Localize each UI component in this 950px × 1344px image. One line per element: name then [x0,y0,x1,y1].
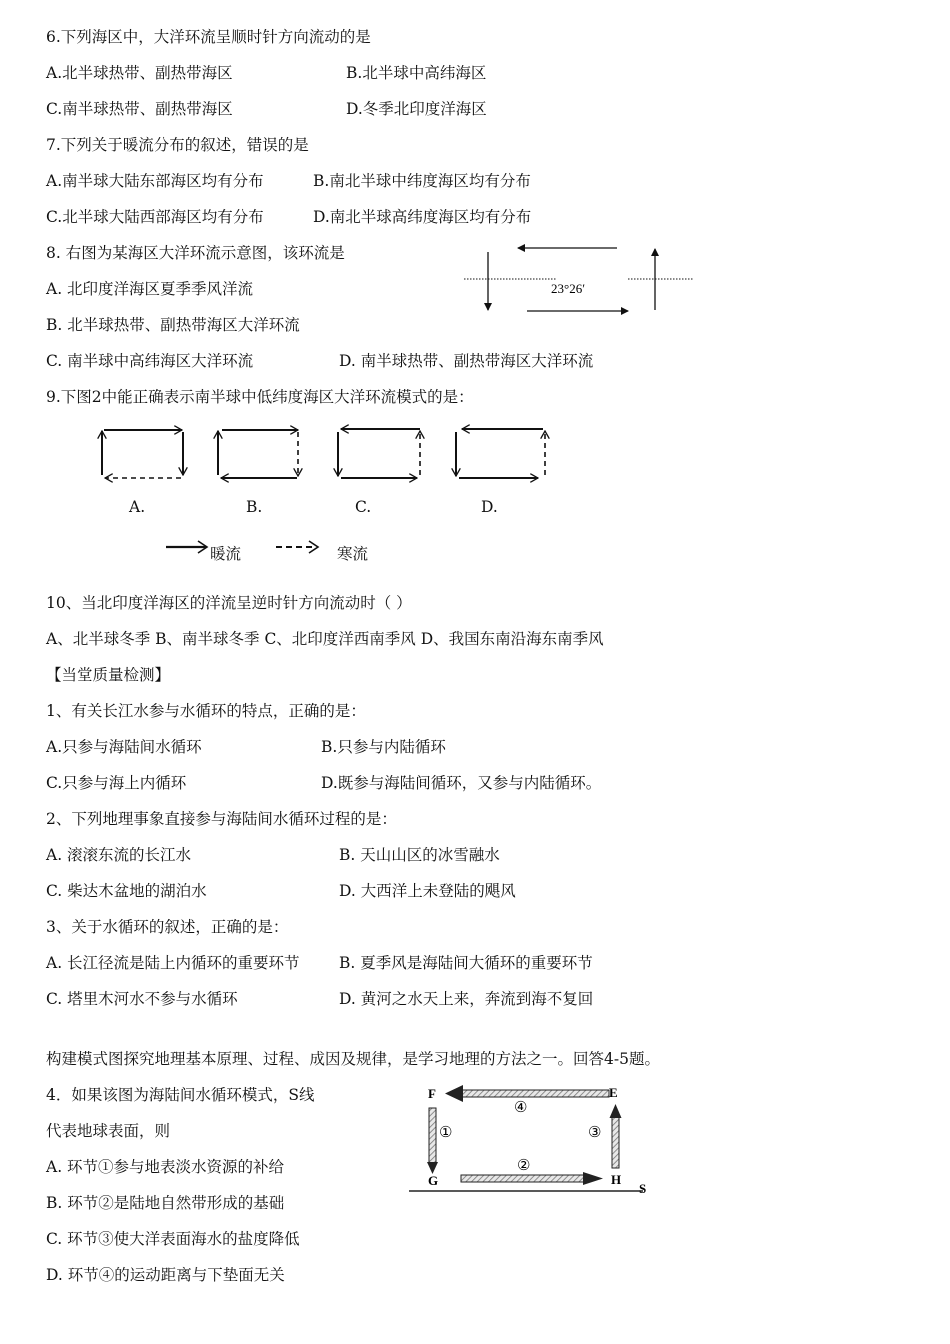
q7-option-d: D.南北半球高纬度海区均有分布 [313,208,532,226]
q9-gyre-options [90,420,560,495]
c3-stem: 3、关于水循环的叙述，正确的是： [46,918,289,936]
q9-label-d: D. [481,498,498,516]
q9-stem: 9.下图2中能正确表示南半球中低纬度海区大洋环流模式的是： [46,388,474,406]
q10-stem: 10、当北印度洋海区的洋流呈逆时针方向流动时（ ） [46,594,412,612]
c4-stem-line2: 代表地球表面，则 [46,1122,171,1140]
q8-stem: 8. 右图为某海区大洋环流示意图，该环流是 [46,244,345,262]
q8-option-d: D. 南半球热带、副热带海区大洋环流 [339,352,594,370]
q9-legend-warm-arrow [166,540,210,554]
process-1-label: ① [439,1123,453,1141]
q8-current-diagram [460,238,700,320]
c2-option-b: B. 天山山区的冰雪融水 [339,846,500,864]
c1-option-a: A.只参与海陆间水循环 [46,738,202,756]
q9-label-c: C. [355,498,372,516]
q7-stem: 7.下列关于暖流分布的叙述，错误的是 [46,136,309,154]
c1-stem: 1、有关长江水参与水循环的特点，正确的是： [46,702,366,720]
q8-latitude-label: 23°26′ [551,281,586,296]
q9-legend-warm-label: 暖流 [210,545,242,563]
c1-option-c: C.只参与海上内循环 [46,774,187,792]
q6-option-d: D.冬季北印度洋海区 [346,100,487,118]
process-2-label: ② [517,1156,531,1174]
q8-option-a: A. 北印度洋海区夏季季风洋流 [46,280,254,298]
c1-option-d: D.既参与海陆间循环，又参与内陆循环。 [321,774,602,792]
q6-option-c: C.南半球热带、副热带海区 [46,100,233,118]
c1-option-b: B.只参与内陆循环 [321,738,446,756]
q9-diagram-c [338,429,420,478]
c4-option-a: A. 环节①参与地表淡水资源的补给 [46,1158,285,1176]
c4-stem-line1: 4．如果该图为海陆间水循环模式，S线 [46,1086,315,1104]
c3-option-c: C. 塔里木河水不参与水循环 [46,990,238,1008]
q8-option-b: B. 北半球热带、副热带海区大洋环流 [46,316,300,334]
q6-stem: 6.下列海区中，大洋环流呈顺时针方向流动的是 [46,28,371,46]
q9-label-b: B. [246,498,263,516]
q6-option-b: B.北半球中高纬海区 [346,64,487,82]
q9-diagram-a [102,430,183,478]
intro-text: 构建模式图探究地理基本原理、过程、成因及规律，是学习地理的方法之一。回答4-5题。 [46,1050,660,1068]
q8-option-c: C. 南半球中高纬海区大洋环流 [46,352,254,370]
point-h-label: H [611,1172,622,1187]
water-cycle-arrow-1 [427,1108,438,1174]
water-cycle-arrow-3 [610,1104,622,1168]
q9-label-a: A. [129,498,146,516]
q9-legend-cold-label: 寒流 [337,545,369,563]
c4-option-b: B. 环节②是陆地自然带形成的基础 [46,1194,285,1212]
q9-diagram-d [456,429,545,478]
c2-option-c: C. 柴达木盆地的湖泊水 [46,882,207,900]
q10-options: A、北半球冬季 B、南半球冬季 C、北印度洋西南季风 D、我国东南沿海东南季风 [46,630,604,648]
section-title: 【当堂质量检测】 [46,666,171,684]
c2-option-a: A. 滚滚东流的长江水 [46,846,192,864]
q9-legend-cold-arrow [276,540,322,554]
q6-option-a: A.北半球热带、副热带海区 [46,64,233,82]
c3-option-b: B. 夏季风是海陆间大循环的重要环节 [339,954,593,972]
water-cycle-diagram [405,1078,655,1200]
c4-option-d: D. 环节④的运动距离与下垫面无关 [46,1266,285,1284]
process-4-label: ④ [514,1098,528,1116]
c2-option-d: D. 大西洋上未登陆的飓风 [339,882,516,900]
water-cycle-arrow-2 [461,1172,603,1185]
q7-option-a: A.南半球大陆东部海区均有分布 [46,172,264,190]
c2-stem: 2、下列地理事象直接参与海陆间水循环过程的是： [46,810,397,828]
point-f-label: F [428,1086,436,1101]
point-g-label: G [428,1173,439,1188]
c3-option-d: D. 黄河之水天上来，奔流到海不复回 [339,990,594,1008]
c4-option-c: C. 环节③使大洋表面海水的盐度降低 [46,1230,300,1248]
process-3-label: ③ [588,1123,602,1141]
surface-s-label: S [639,1181,647,1196]
c3-option-a: A. 长江径流是陆上内循环的重要环节 [46,954,300,972]
q7-option-c: C.北半球大陆西部海区均有分布 [46,208,264,226]
q9-diagram-b [218,430,298,478]
point-e-label: E [609,1085,618,1100]
q7-option-b: B.南北半球中纬度海区均有分布 [313,172,531,190]
